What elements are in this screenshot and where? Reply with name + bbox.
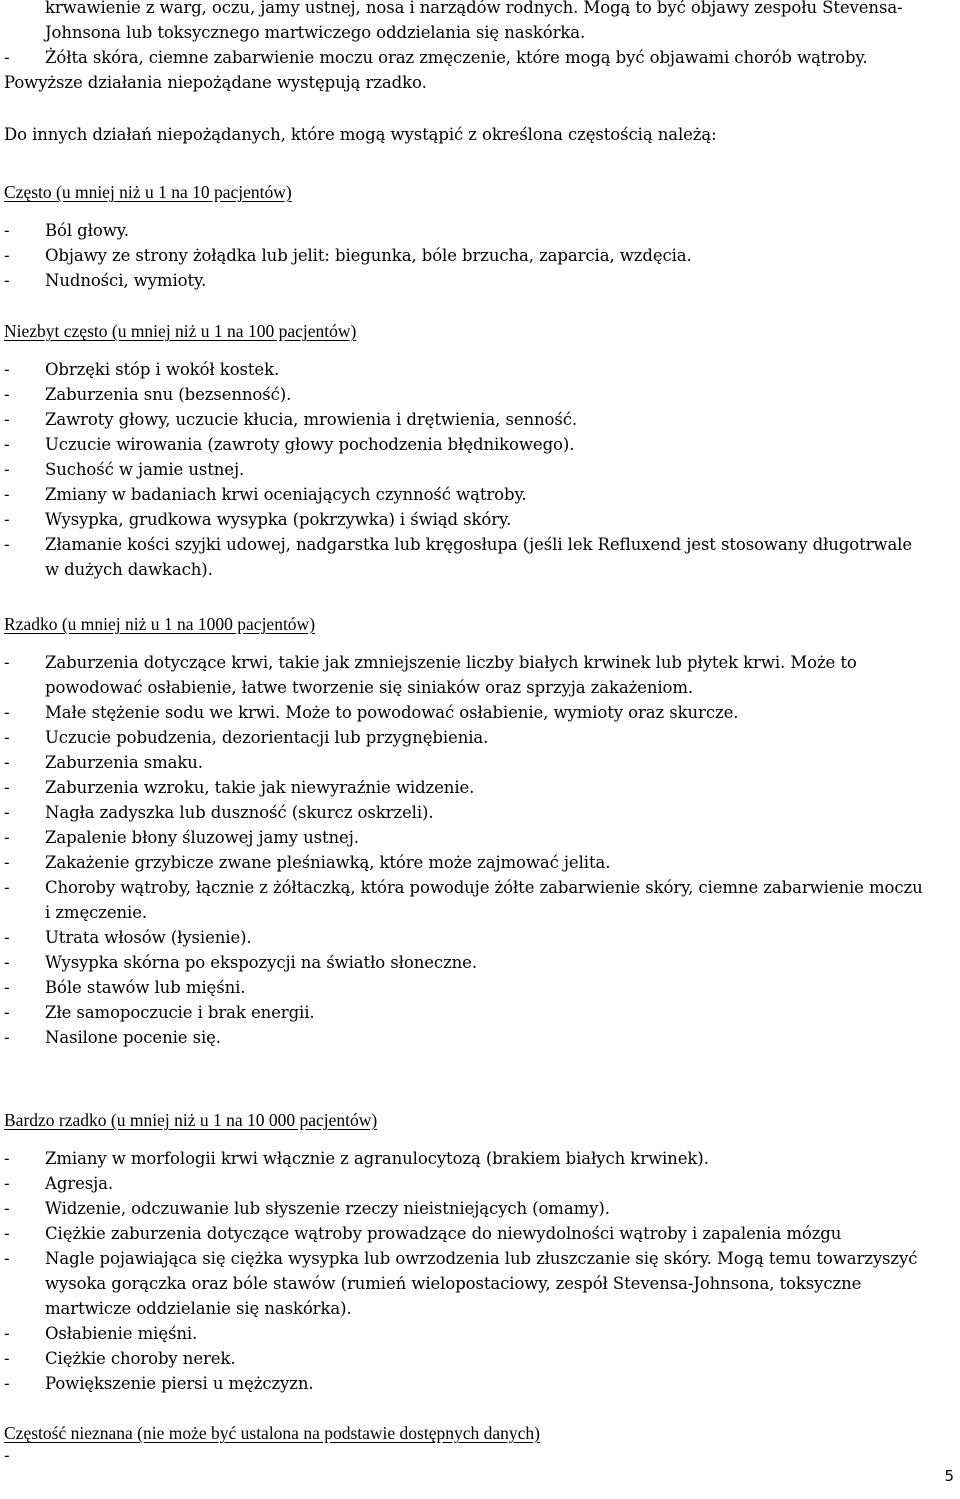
list-item bbox=[4, 1371, 930, 1396]
section-list-often bbox=[4, 218, 930, 293]
list-item-text: Uczucie pobudzenia, dezorientacji lub przygnębienia. bbox=[45, 728, 489, 747]
rare-note: Powyższe działania niepożądane występują rzadko. bbox=[4, 73, 427, 92]
list-dash: - bbox=[4, 1349, 10, 1368]
list-item bbox=[4, 975, 930, 1000]
intro-paragraph: Do innych działań niepożądanych, które mogą wystąpić z określona częstością należą: bbox=[4, 125, 717, 144]
list-dash: - bbox=[4, 1174, 10, 1193]
list-dash: - bbox=[4, 753, 10, 772]
list-item-text: Suchość w jamie ustnej. bbox=[45, 460, 245, 479]
list-item-text: Ból głowy. bbox=[45, 221, 129, 240]
list-item bbox=[4, 1321, 930, 1346]
list-item bbox=[4, 1246, 930, 1321]
list-item bbox=[4, 725, 930, 750]
list-item-text: Ciężkie zaburzenia dotyczące wątroby prowadzące do niewydolności wątroby i zapalenia mózgu bbox=[45, 1224, 842, 1243]
list-item bbox=[4, 950, 930, 975]
list-item bbox=[4, 243, 930, 268]
list-dash: - bbox=[4, 48, 10, 67]
list-dash: - bbox=[4, 703, 10, 722]
list-item-text: Wysypka skórna po ekspozycji na światło słoneczne. bbox=[45, 953, 477, 972]
list-item bbox=[4, 825, 930, 850]
list-dash: - bbox=[4, 1003, 10, 1022]
list-dash: - bbox=[4, 828, 10, 847]
section-list-very-rare bbox=[4, 1146, 930, 1396]
list-item-text: krwawienie z warg, oczu, jamy ustnej, nosa i narządów rodnych. Mogą to być objawy zespołu Stevensa-Johnsona lub toksycznego martwiczego oddzielania się naskórka. bbox=[45, 0, 903, 42]
section-heading-uncommon: Niezbyt często (u mniej niż u 1 na 100 pacjentów) bbox=[4, 321, 357, 341]
list-item bbox=[4, 407, 930, 432]
list-item bbox=[4, 357, 930, 382]
list-item bbox=[4, 532, 930, 582]
list-dash: - bbox=[4, 728, 10, 747]
list-dash: - bbox=[4, 1149, 10, 1168]
list-item bbox=[4, 1221, 930, 1246]
list-item-text: Agresja. bbox=[45, 1174, 113, 1193]
list-item-text: Zaburzenia dotyczące krwi, takie jak zmniejszenie liczby białych krwinek lub płytek krwi. Może to powodować osłabienie, łatwe tworzenie się siniaków oraz sprzyja zakażeniom. bbox=[45, 653, 857, 697]
list-item bbox=[4, 382, 930, 407]
list-item bbox=[4, 1196, 930, 1221]
list-item-text: Zaburzenia wzroku, takie jak niewyraźnie widzenie. bbox=[45, 778, 475, 797]
list-dash: - bbox=[4, 435, 10, 454]
list-dash: - bbox=[4, 778, 10, 797]
list-dash: - bbox=[4, 1374, 10, 1393]
list-dash: - bbox=[4, 385, 10, 404]
section-heading-rare: Rzadko (u mniej niż u 1 na 1000 pacjentów) bbox=[4, 614, 316, 634]
list-item-text: Zaburzenia smaku. bbox=[45, 753, 203, 772]
list-item-text: Osłabienie mięśni. bbox=[45, 1324, 198, 1343]
list-item-text: Żółta skóra, ciemne zabarwienie moczu oraz zmęczenie, które mogą być objawami chorób wątroby. bbox=[45, 48, 868, 67]
list-dash: - bbox=[4, 978, 10, 997]
list-dash: - bbox=[4, 1224, 10, 1243]
section-list-rare bbox=[4, 650, 930, 1050]
list-item bbox=[4, 507, 930, 532]
list-item-text: Uczucie wirowania (zawroty głowy pochodzenia błędnikowego). bbox=[45, 435, 575, 454]
page-number: 5 bbox=[944, 1467, 954, 1485]
section-heading-often: Często (u mniej niż u 1 na 10 pacjentów) bbox=[4, 182, 292, 202]
list-dash: - bbox=[4, 271, 10, 290]
list-item-text: Ciężkie choroby nerek. bbox=[45, 1349, 236, 1368]
list-item bbox=[4, 875, 930, 925]
section-list-uncommon bbox=[4, 357, 930, 582]
list-item bbox=[4, 45, 930, 70]
list-item-text: Nagle pojawiająca się ciężka wysypka lub owrzodzenia lub złuszczanie się skóry. Mogą temu towarzyszyć wysoka gorączka oraz bóle stawów (rumień wielopostaciowy, zespół Stevensa-Johnsona, toksyczne martwicze oddzielanie się naskórka). bbox=[45, 1249, 918, 1318]
list-item-text: Zakażenie grzybicze zwane pleśniawką, które może zajmować jelita. bbox=[45, 853, 611, 872]
list-dash: - bbox=[4, 953, 10, 972]
list-item bbox=[4, 750, 930, 775]
list-item-text: Nagła zadyszka lub duszność (skurcz oskrzeli). bbox=[45, 803, 434, 822]
list-dash: - bbox=[4, 1028, 10, 1047]
list-dash: - bbox=[4, 360, 10, 379]
list-dash: - bbox=[4, 1249, 10, 1268]
list-item-text: Zmiany w badaniach krwi oceniających czynność wątroby. bbox=[45, 485, 527, 504]
list-dash: - bbox=[4, 1446, 10, 1465]
section-heading-very-rare: Bardzo rzadko (u mniej niż u 1 na 10 000 pacjentów) bbox=[4, 1110, 378, 1130]
list-dash: - bbox=[4, 878, 10, 897]
list-item bbox=[4, 432, 930, 457]
list-item-text: Nasilone pocenie się. bbox=[45, 1028, 221, 1047]
list-dash: - bbox=[4, 853, 10, 872]
list-dash: - bbox=[4, 460, 10, 479]
list-item-text: Obrzęki stóp i wokół kostek. bbox=[45, 360, 280, 379]
list-item-text: Zmiany w morfologii krwi włącznie z agranulocytozą (brakiem białych krwinek). bbox=[45, 1149, 709, 1168]
list-item bbox=[4, 1025, 930, 1050]
list-dash: - bbox=[4, 928, 10, 947]
list-item-text: Utrata włosów (łysienie). bbox=[45, 928, 252, 947]
list-item-text: Złamanie kości szyjki udowej, nadgarstka lub kręgosłupa (jeśli lek Refluxend jest stosowany długotrwale w dużych dawkach). bbox=[45, 535, 913, 579]
list-item bbox=[4, 650, 930, 700]
list-item-text: Wysypka, grudkowa wysypka (pokrzywka) i świąd skóry. bbox=[45, 510, 512, 529]
list-item-text: Objawy ze strony żołądka lub jelit: biegunka, bóle brzucha, zaparcia, wzdęcia. bbox=[45, 246, 692, 265]
list-item bbox=[4, 268, 930, 293]
list-item bbox=[4, 1000, 930, 1025]
list-dash: - bbox=[4, 1199, 10, 1218]
list-item bbox=[4, 1171, 930, 1196]
list-item bbox=[4, 0, 930, 45]
list-item bbox=[4, 850, 930, 875]
list-item-text: Powiększenie piersi u mężczyzn. bbox=[45, 1374, 314, 1393]
list-dash: - bbox=[4, 221, 10, 240]
list-item bbox=[4, 1146, 930, 1171]
list-dash: - bbox=[4, 1324, 10, 1343]
list-item bbox=[4, 218, 930, 243]
list-item-text: Nudności, wymioty. bbox=[45, 271, 207, 290]
list-dash: - bbox=[4, 653, 10, 672]
list-item bbox=[4, 925, 930, 950]
list-item-text: Małe stężenie sodu we krwi. Może to powodować osłabienie, wymioty oraz skurcze. bbox=[45, 703, 739, 722]
list-item-text: Bóle stawów lub mięśni. bbox=[45, 978, 246, 997]
list-item-text: Złe samopoczucie i brak energii. bbox=[45, 1003, 315, 1022]
list-item bbox=[4, 700, 930, 725]
list-dash: - bbox=[4, 246, 10, 265]
section-heading-unknown: Częstość nieznana (nie może być ustalona na podstawie dostępnych danych) bbox=[4, 1423, 540, 1443]
list-item bbox=[4, 482, 930, 507]
list-item-text: Zaburzenia snu (bezsenność). bbox=[45, 385, 292, 404]
list-item bbox=[4, 1346, 930, 1371]
list-item-text: Zawroty głowy, uczucie kłucia, mrowienia i drętwienia, senność. bbox=[45, 410, 578, 429]
list-item-text: Widzenie, odczuwanie lub słyszenie rzeczy nieistniejących (omamy). bbox=[45, 1199, 610, 1218]
list-item bbox=[4, 800, 930, 825]
list-dash: - bbox=[4, 410, 10, 429]
list-dash: - bbox=[4, 485, 10, 504]
list-item bbox=[4, 457, 930, 482]
list-dash: - bbox=[4, 803, 10, 822]
list-item bbox=[4, 775, 930, 800]
list-item-text: Zapalenie błony śluzowej jamy ustnej. bbox=[45, 828, 359, 847]
list-dash: - bbox=[4, 510, 10, 529]
list-item-text: Choroby wątroby, łącznie z żółtaczką, która powoduje żółte zabarwienie skóry, ciemne zabarwienie moczu i zmęczenie. bbox=[45, 878, 923, 922]
continued-list bbox=[4, 0, 930, 95]
list-dash: - bbox=[4, 535, 10, 554]
